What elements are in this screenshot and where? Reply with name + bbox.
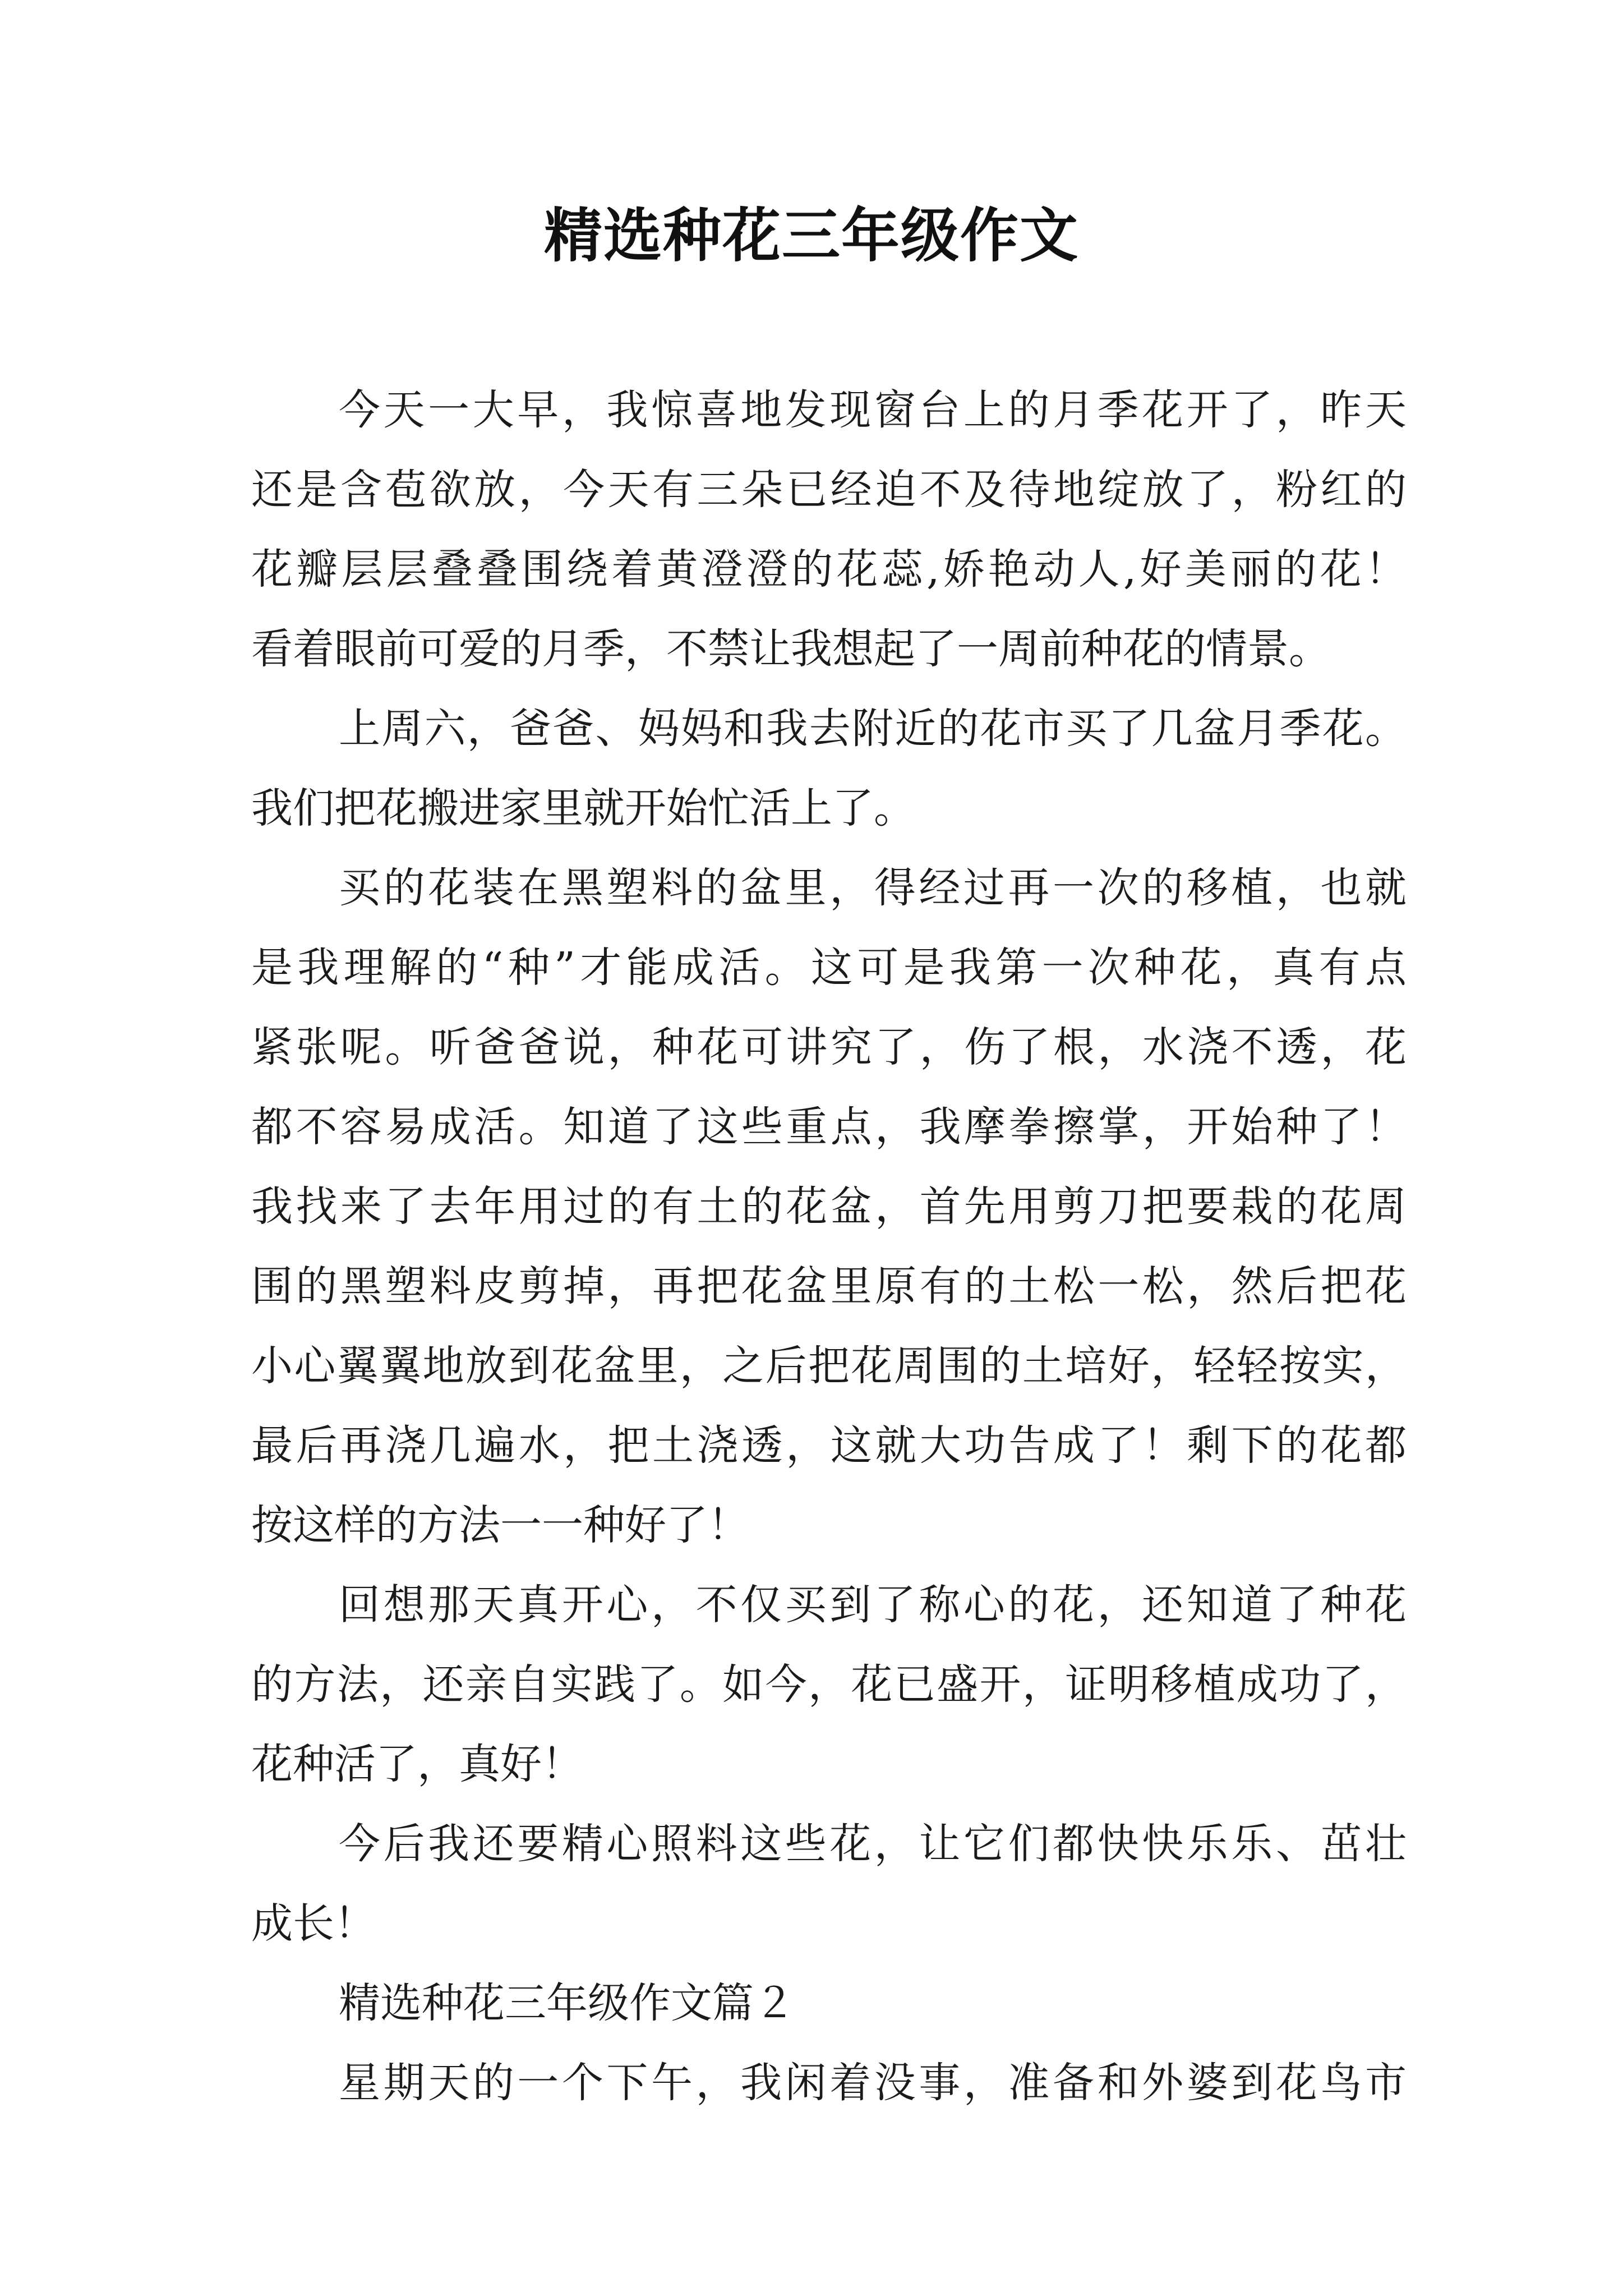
text-line: 还是含苞欲放，今天有三朵已经迫不及待地绽放了，粉红的 bbox=[251, 466, 1407, 514]
text-line: 小心翼翼地放到花盆里，之后把花周围的土培好，轻轻按实， bbox=[251, 1342, 1407, 1390]
text-line: 的方法，还亲自实践了。如今，花已盛开，证明移植成功了， bbox=[251, 1660, 1407, 1709]
text-line: 紧张呢。听爸爸说，种花可讲究了，伤了根，水浇不透，花 bbox=[251, 1023, 1407, 1071]
text-line: 精选种花三年级作文篇２ bbox=[339, 1979, 795, 2027]
text-line: 是我理解的“种”才能成活。这可是我第一次种花，真有点 bbox=[251, 944, 1407, 992]
text-line: 花瓣层层叠叠围绕着黄澄澄的花蕊,娇艳动人,好美丽的花！ bbox=[251, 545, 1407, 593]
text-line: 围的黑塑料皮剪掉，再把花盆里原有的土松一松，然后把花 bbox=[251, 1262, 1407, 1310]
text-line: 成长！ bbox=[251, 1899, 376, 1948]
text-line: 上周六，爸爸、妈妈和我去附近的花市买了几盆月季花。 bbox=[339, 705, 1407, 753]
document-title: 精选种花三年级作文 bbox=[543, 201, 1079, 270]
text-line: 我找来了去年用过的有土的花盆，首先用剪刀把要栽的花周 bbox=[251, 1182, 1407, 1231]
text-line: 都不容易成活。知道了这些重点，我摩拳擦掌，开始种了！ bbox=[251, 1103, 1407, 1151]
text-line: 看着眼前可爱的月季，不禁让我想起了一周前种花的情景。 bbox=[251, 625, 1330, 673]
text-line: 我们把花搬进家里就开始忙活上了。 bbox=[251, 784, 915, 832]
text-line: 花种活了，真好！ bbox=[251, 1740, 583, 1788]
text-line: 按这样的方法一一种好了！ bbox=[251, 1501, 749, 1549]
text-line: 今天一大早，我惊喜地发现窗台上的月季花开了，昨天 bbox=[339, 386, 1407, 434]
text-line: 回想那天真开心，不仅买到了称心的花，还知道了种花 bbox=[339, 1581, 1407, 1629]
text-line: 今后我还要精心照料这些花，让它们都快快乐乐、茁壮 bbox=[339, 1820, 1407, 1868]
text-line: 买的花装在黑塑料的盆里，得经过再一次的移植，也就 bbox=[339, 864, 1407, 912]
text-line: 星期天的一个下午，我闲着没事，准备和外婆到花鸟市 bbox=[339, 2059, 1407, 2107]
document-body bbox=[251, 370, 1407, 2123]
text-line: 最后再浇几遍水，把土浇透，这就大功告成了！剩下的花都 bbox=[251, 1421, 1407, 1470]
